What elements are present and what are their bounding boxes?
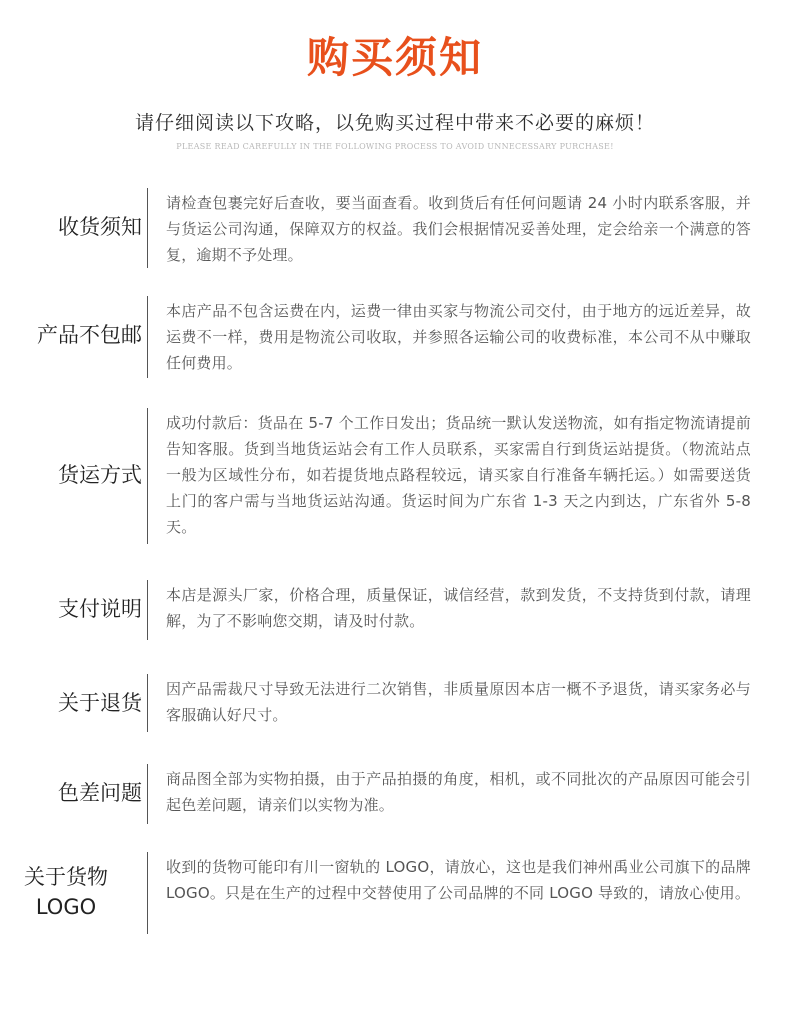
section-text: 本店是源头厂家，价格合理，质量保证，诚信经营，款到发货，不支持货到付款，请理解，为了不影响您交期，请及时付款。 [166,586,751,630]
page-subtitle: 请仔细阅读以下攻略，以免购买过程中带来不必要的麻烦！ [134,112,655,134]
section-label [0,862,132,922]
section-divider [147,852,148,934]
section-text: 成功付款后：货品在 5-7 个工作日发出；货品统一默认发送物流，如有指定物流请提前告知客服。货到当地货运站会有工作人员联系，买家需自行到货运站提货。（物流站点一般为区域性分布，如若提货地点路程较远，请买家自行准备车辆托运。）如需要送货上门的客户需与当地货运站沟通。货运时间为广东省 1-3 天之内到达，广东省外 5-8 天。 [166,414,751,536]
section-divider [147,188,148,268]
section-label: 产品不包邮 [37,323,142,347]
section-text: 请检查包裹完好后查收，要当面查看。收到货后有任何问题请 24 小时内联系客服，并与货运公司沟通，保障双方的权益。我们会根据情况妥善处理，定会给亲一个满意的答复，逾期不予处理。 [166,194,751,264]
section-label-line-1: 关于货物 [24,865,108,889]
section-receiving-notice [0,188,790,268]
section-divider [147,764,148,824]
section-label: 收货须知 [58,215,142,239]
section-text: 因产品需裁尺寸导致无法进行二次销售，非质量原因本店一概不予退货，请买家务必与客服确认好尺寸。 [166,680,751,724]
section-color-difference [0,764,790,824]
section-shipping-method [0,408,790,544]
section-label: 支付说明 [58,597,142,621]
section-divider [147,408,148,544]
page-subtitle-english: PLEASE READ CAREFULLY IN THE FOLLOWING PROCESS TO AVOID UNNECESSARY PURCHASE! [176,142,614,151]
section-label: 货运方式 [58,463,142,487]
section-text: 本店产品不包含运费在内，运费一律由买家与物流公司交付，由于地方的远近差异，故运费不一样，费用是物流公司收取，并参照各运输公司的收费标准，本公司不从中赚取任何费用。 [166,302,751,372]
section-returns [0,674,790,732]
section-payment-info [0,580,790,640]
section-label: 色差问题 [58,781,142,805]
section-shipping-not-included [0,296,790,378]
section-label: 关于退货 [58,691,142,715]
section-text: 商品图全部为实物拍摄，由于产品拍摄的角度，相机，或不同批次的产品原因可能会引起色差问题，请亲们以实物为准。 [166,770,751,814]
section-divider [147,674,148,732]
section-text: 收到的货物可能印有川一窗轨的 LOGO，请放心，这也是我们神州禹业公司旗下的品牌 LOGO。只是在生产的过程中交替使用了公司品牌的不同 LOGO 导致的，请放心使用。 [166,858,751,902]
section-label-line-2: LOGO [35,895,97,919]
section-divider [147,580,148,640]
page-title: 购买须知 [306,33,483,82]
section-divider [147,296,148,378]
section-product-logo [0,852,790,934]
